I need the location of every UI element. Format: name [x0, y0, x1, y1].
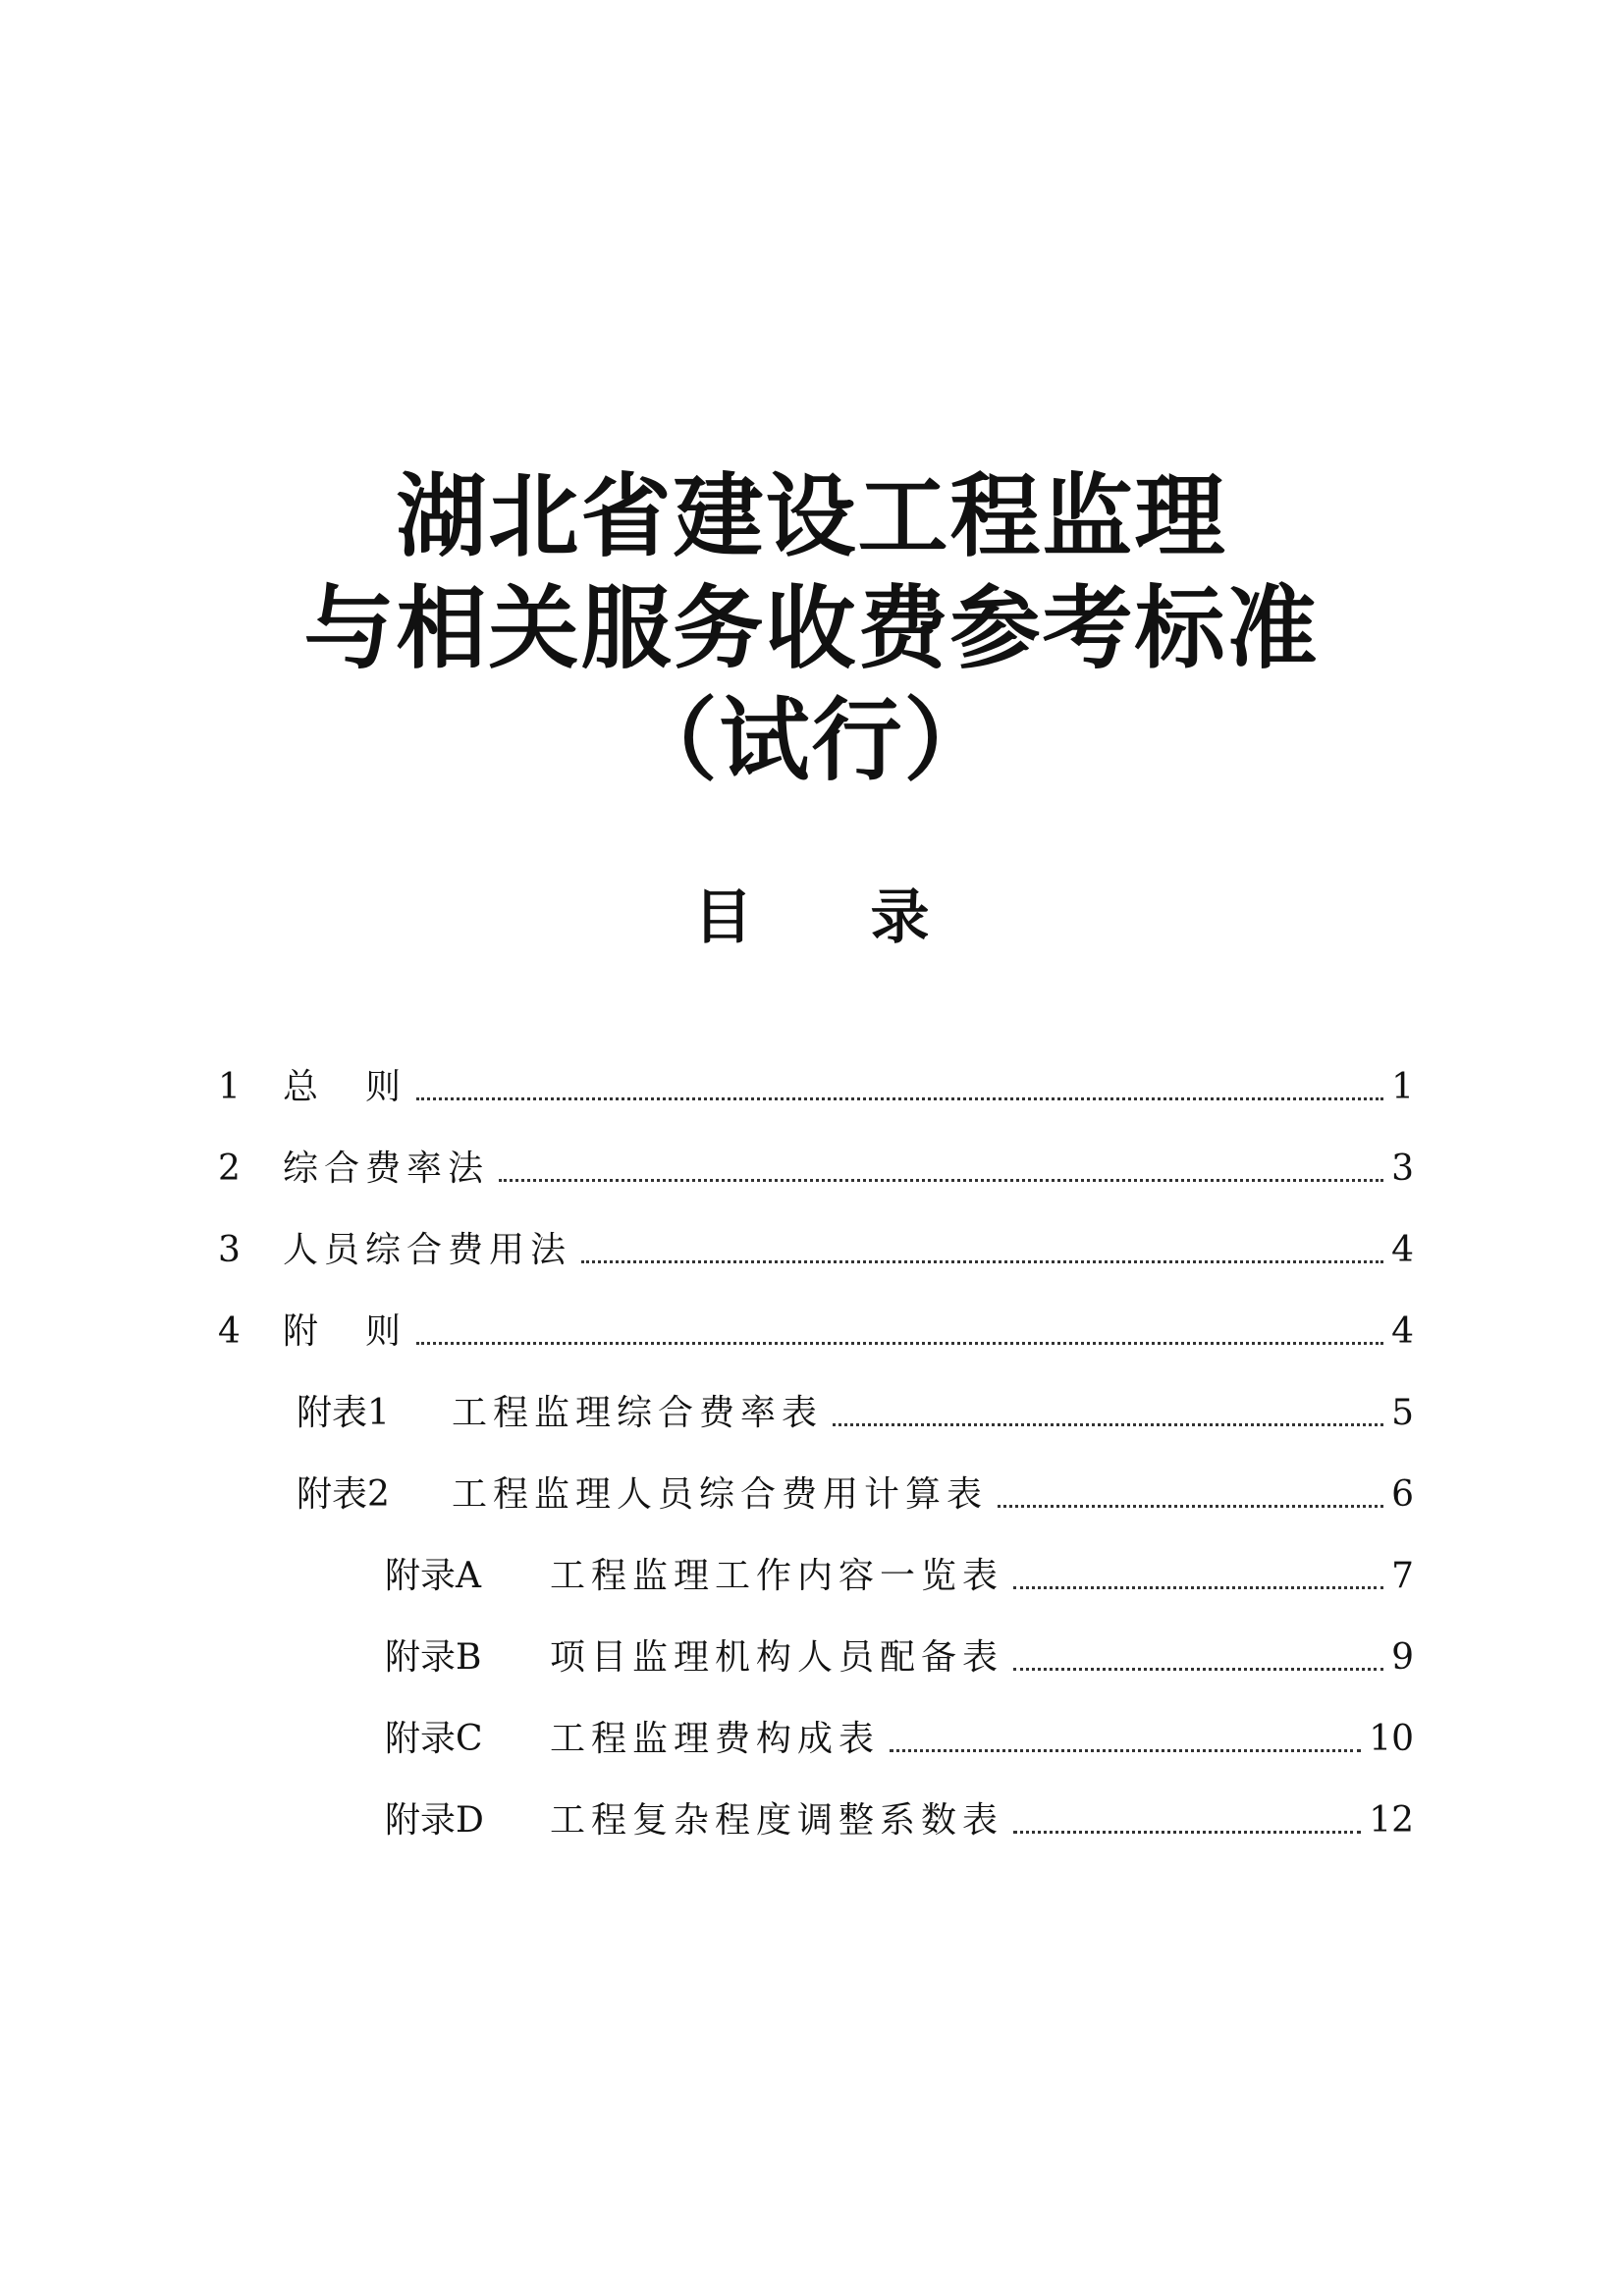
toc-entry-number: 2 — [218, 1148, 241, 1189]
dot-leader — [833, 1423, 1383, 1426]
dot-leader — [499, 1179, 1383, 1182]
toc-entry-3[interactable] — [218, 1223, 1414, 1278]
toc-entry-page: 1 — [1391, 1067, 1414, 1107]
title-line-3: （试行） — [626, 688, 997, 793]
toc-entry-page: 5 — [1391, 1393, 1414, 1433]
toc-entry-appendix-table-2[interactable] — [297, 1468, 1414, 1522]
toc-entry-prefix: 附录C — [385, 1719, 483, 1759]
toc-entry-title: 综合费率法 — [283, 1148, 490, 1189]
toc-entry-appendix-c[interactable] — [385, 1712, 1414, 1767]
toc-entry-page: 3 — [1391, 1148, 1414, 1189]
title-line-2: 与相关服务收费参考标准 — [303, 576, 1320, 681]
dot-leader — [890, 1749, 1361, 1752]
toc-entry-title: 项目监理机构人员配备表 — [550, 1637, 1004, 1678]
toc-entry-title: 工程复杂程度调整系数表 — [550, 1800, 1004, 1841]
toc-entry-page: 4 — [1391, 1311, 1414, 1352]
dot-leader — [416, 1097, 1383, 1100]
toc-entry-prefix: 附录D — [385, 1800, 484, 1841]
toc-entry-page: 6 — [1391, 1474, 1414, 1515]
toc-entry-page: 7 — [1391, 1556, 1414, 1596]
toc-entry-number: 1 — [218, 1067, 241, 1107]
toc-entry-prefix: 附表1 — [297, 1393, 390, 1433]
toc-entry-title: 总 则 — [283, 1067, 407, 1107]
dot-leader — [998, 1505, 1383, 1508]
toc-entry-prefix: 附表2 — [297, 1474, 390, 1515]
toc-entry-1[interactable] — [218, 1060, 1414, 1115]
toc-entry-title: 工程监理综合费率表 — [452, 1393, 824, 1433]
toc-entry-appendix-table-1[interactable] — [297, 1386, 1414, 1441]
toc-entry-appendix-d[interactable] — [385, 1793, 1414, 1848]
toc-entry-4[interactable] — [218, 1305, 1414, 1360]
toc-entry-number: 4 — [218, 1311, 241, 1352]
toc-entry-title: 附 则 — [283, 1311, 407, 1352]
toc-entry-title: 人员综合费用法 — [283, 1230, 572, 1270]
toc-entry-prefix: 附录A — [385, 1556, 481, 1596]
toc-entry-number: 3 — [218, 1230, 241, 1270]
toc-entry-appendix-a[interactable] — [385, 1549, 1414, 1604]
toc-entry-title: 工程监理工作内容一览表 — [550, 1556, 1004, 1596]
toc-entry-prefix: 附录B — [385, 1637, 482, 1678]
toc-entry-page: 12 — [1369, 1800, 1414, 1841]
toc-entry-page: 9 — [1391, 1637, 1414, 1678]
toc-entry-title: 工程监理人员综合费用计算表 — [452, 1474, 989, 1515]
toc-heading: 目 录 — [693, 883, 930, 952]
dot-leader — [416, 1342, 1383, 1345]
dot-leader — [1013, 1586, 1383, 1589]
dot-leader — [581, 1260, 1383, 1263]
title-line-1: 湖北省建设工程监理 — [396, 464, 1227, 569]
toc-entry-appendix-b[interactable] — [385, 1630, 1414, 1685]
toc-entry-page: 10 — [1369, 1719, 1414, 1759]
document-title — [0, 461, 1623, 797]
toc-entry-2[interactable] — [218, 1142, 1414, 1197]
toc-entry-page: 4 — [1391, 1230, 1414, 1270]
dot-leader — [1013, 1831, 1361, 1834]
dot-leader — [1013, 1668, 1383, 1671]
toc-entry-title: 工程监理费构成表 — [550, 1719, 881, 1759]
